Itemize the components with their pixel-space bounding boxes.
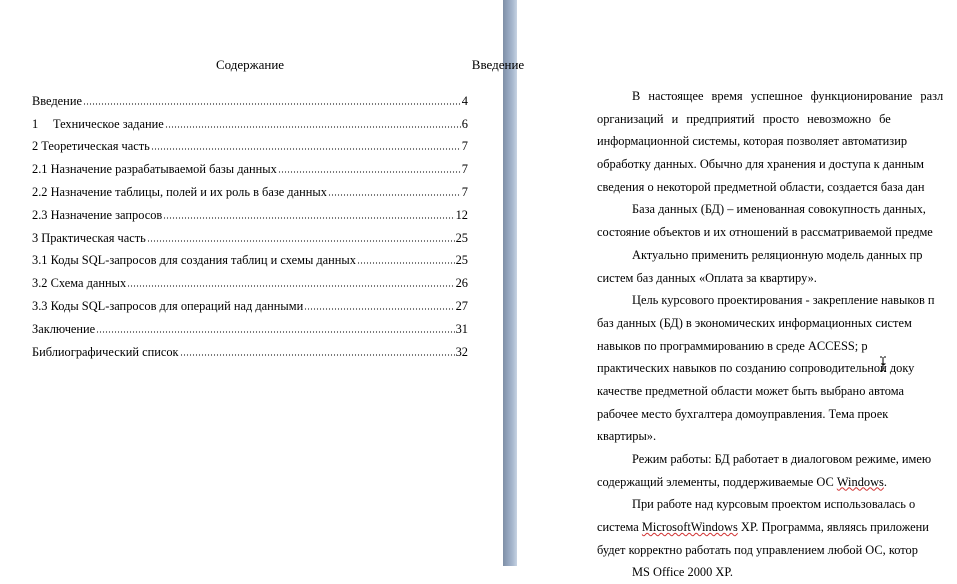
toc-entry-title: 2.1 Назначение разрабатываемой базы данных <box>32 162 277 177</box>
body-text-line <box>597 85 957 108</box>
toc-entry-page: 7 <box>461 162 468 177</box>
intro-heading: Введение <box>471 57 525 72</box>
toc-entry[interactable] <box>32 269 468 292</box>
toc-entry-title: Библиографический список <box>32 344 179 359</box>
body-text: сведения о некоторой предметной области, создается база дан <box>597 179 925 194</box>
body-text: будет корректно работать под управлением любой ОС, котор <box>597 542 918 557</box>
toc-entry[interactable] <box>32 133 468 156</box>
toc-entry-title: Заключение <box>32 321 96 336</box>
toc-leader-dots <box>83 102 461 106</box>
toc-entry[interactable] <box>32 292 468 315</box>
body-text-line <box>597 153 957 176</box>
toc-entry-number: 1 <box>32 116 39 131</box>
toc-leader-dots <box>151 147 461 151</box>
body-text: Режим работы: БД работает в диалоговом режиме, имею <box>632 452 932 466</box>
body-text: содержащий элементы, поддерживаемые ОС <box>597 474 837 489</box>
body-text-line <box>597 403 957 426</box>
body-text: Цель курсового проектирования - закрепление навыков п <box>632 293 935 308</box>
toc-entry-page: 7 <box>461 184 468 199</box>
body-text-line <box>597 471 957 494</box>
toc-leader-dots <box>328 193 461 197</box>
body-text-line <box>597 130 957 153</box>
toc-entry[interactable] <box>32 155 468 178</box>
toc-heading: Содержание <box>215 57 285 72</box>
body-text-line <box>597 561 957 584</box>
body-text: качестве предметной области может быть выбрано автома <box>597 383 904 398</box>
toc-entry[interactable] <box>32 178 468 201</box>
toc-entry-page: 25 <box>455 230 468 245</box>
toc-entry-title: 2.3 Назначение запросов <box>32 207 163 222</box>
toc-leader-dots <box>180 353 455 357</box>
body-text: информационной системы, которая позволяет автоматизир <box>597 134 908 149</box>
body-text: База данных (БД) – именованная совокупность данных, <box>632 202 926 217</box>
body-text-line <box>597 176 957 199</box>
page-gap-divider <box>503 0 517 566</box>
body-text-line <box>597 289 957 312</box>
toc-entry[interactable] <box>32 315 468 338</box>
toc-leader-dots <box>165 125 461 129</box>
toc-leader-dots <box>304 307 454 311</box>
body-text-line <box>597 539 957 562</box>
toc-entry-page: 6 <box>461 116 468 131</box>
body-text-line <box>597 108 957 131</box>
body-text: состояние объектов и их отношений в рассматриваемой предме <box>597 225 933 240</box>
toc-entry-page: 32 <box>455 344 468 359</box>
toc-entry-page: 26 <box>455 276 468 291</box>
intro-body <box>597 85 957 584</box>
body-text: . <box>883 474 887 489</box>
body-text: систем баз данных «Оплата за квартиру». <box>597 270 817 285</box>
toc-entry[interactable] <box>32 224 468 247</box>
toc-entry[interactable] <box>32 87 468 110</box>
body-text: организаций и предприятий просто невозможно бе <box>597 111 891 126</box>
body-text: В настоящее время успешное функционирование разл <box>632 89 944 103</box>
toc-entry-page: 4 <box>461 93 468 108</box>
body-text-line <box>597 425 957 448</box>
toc-entry-title-text: Техническое задание <box>53 116 164 131</box>
toc-entry-title: 3.3 Коды SQL-запросов для операций над данными <box>32 298 304 313</box>
toc-entry-title: Введение <box>32 93 82 108</box>
toc-leader-dots <box>163 216 454 220</box>
toc-leader-dots <box>278 170 461 174</box>
body-text-line <box>597 335 957 358</box>
body-text-line <box>597 312 957 335</box>
body-text-line <box>597 493 957 516</box>
body-text: При работе над курсовым проектом использовалась о <box>632 497 916 512</box>
body-text-line <box>597 357 957 380</box>
toc-entry-title: 2.2 Назначение таблицы, полей и их роль в базе данных <box>32 184 327 199</box>
body-text: практических навыков по созданию сопроводительной доку <box>597 361 915 376</box>
body-text: XP. Программа, являясь приложени <box>737 520 929 535</box>
body-text: MS Office 2000 XP. <box>632 565 733 580</box>
toc-leader-dots <box>147 239 455 243</box>
toc-leader-dots <box>357 261 455 265</box>
body-text-line <box>597 448 957 471</box>
toc-leader-dots <box>127 284 454 288</box>
toc-entry[interactable] <box>32 247 468 270</box>
body-text: Актуально применить реляционную модель данных пр <box>632 247 923 262</box>
toc-entry[interactable] <box>32 338 468 361</box>
toc-leader-dots <box>96 330 454 334</box>
spellcheck-flagged-word[interactable]: MicrosoftWindows <box>641 520 738 535</box>
toc-entry-title: 3.1 Коды SQL-запросов для создания таблиц и схемы данных <box>32 253 356 268</box>
toc-entry[interactable] <box>32 110 468 133</box>
toc-list <box>32 87 468 361</box>
toc-entry-page: 31 <box>455 321 468 336</box>
body-text: навыков по программированию в среде ACCESS; р <box>597 338 868 353</box>
body-text-line <box>597 198 957 221</box>
toc-entry[interactable] <box>32 201 468 224</box>
body-text-line <box>597 380 957 403</box>
body-text: обработку данных. Обычно для хранения и доступа к данным <box>597 157 925 172</box>
spellcheck-flagged-word[interactable]: Windows <box>836 474 884 489</box>
toc-entry-title <box>32 116 164 133</box>
toc-entry-title: 3 Практическая часть <box>32 230 146 245</box>
body-text-line <box>597 516 957 539</box>
toc-entry-page: 12 <box>455 207 468 222</box>
body-text: квартиры». <box>597 429 657 444</box>
body-text: система <box>597 520 642 535</box>
toc-entry-page: 27 <box>455 298 468 313</box>
body-text: рабочее место бухгалтера домоуправления. Тема проек <box>597 406 889 421</box>
body-text-line <box>597 244 957 267</box>
toc-entry-page: 7 <box>461 139 468 154</box>
toc-entry-title: 3.2 Схема данных <box>32 276 127 291</box>
toc-entry-title: 2 Теоретическая часть <box>32 139 150 154</box>
body-text-line <box>597 267 957 290</box>
body-text: баз данных (БД) в экономических информационных систем <box>597 315 912 330</box>
body-text-line <box>597 221 957 244</box>
toc-entry-page: 25 <box>455 253 468 268</box>
